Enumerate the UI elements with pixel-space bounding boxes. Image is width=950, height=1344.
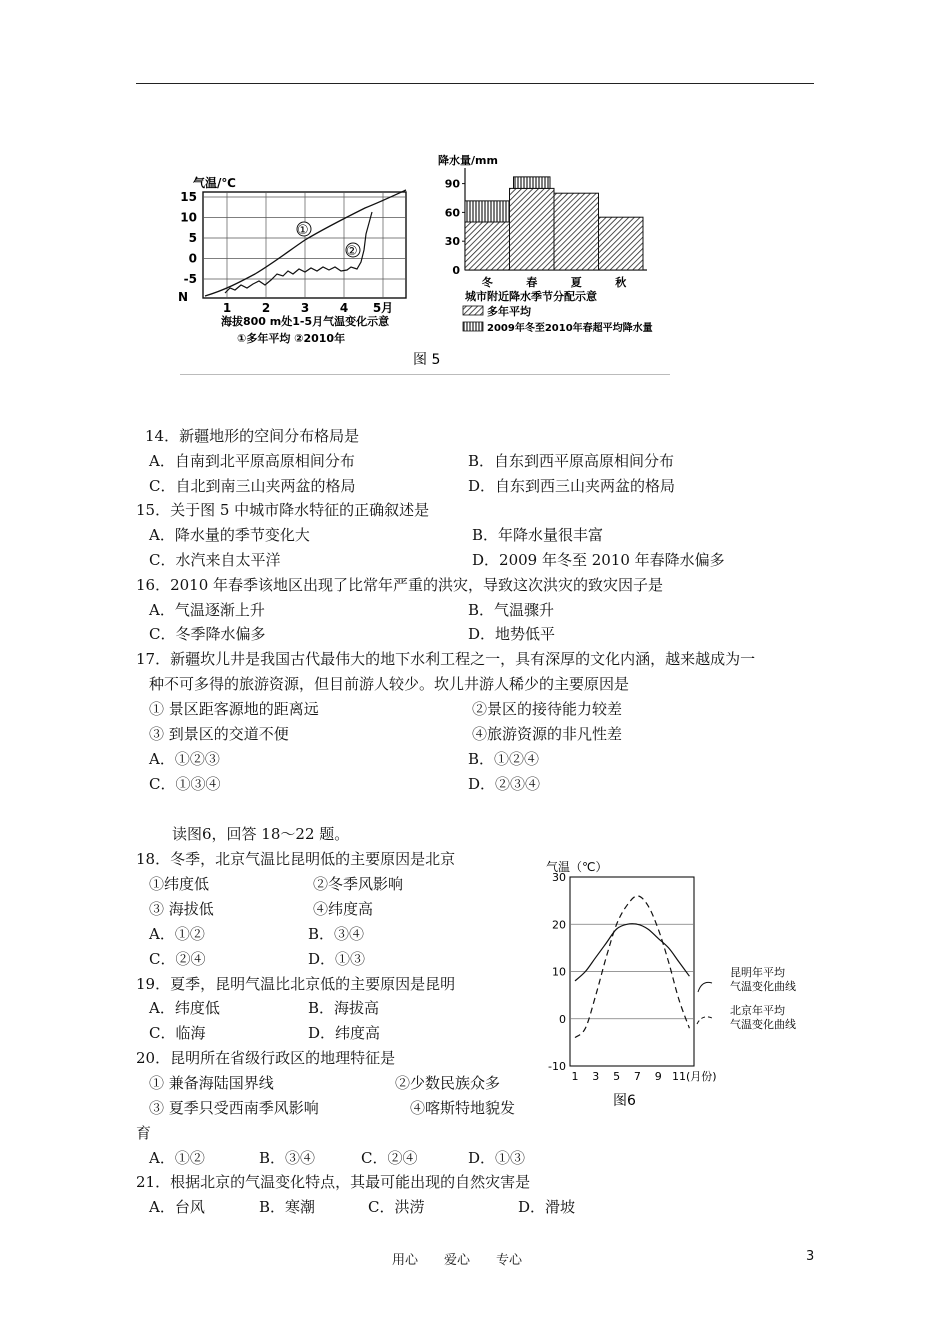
q20-stem: 20．昆明所在省级行政区的地理特征是	[136, 1049, 396, 1067]
q14-option-b: B．自东到西平原高原相间分布	[468, 452, 675, 470]
curve1-label: ①	[297, 223, 309, 238]
right-chart-title: 城市附近降水季节分配示意	[465, 290, 597, 303]
q14-stem: 14．新疆地形的空间分布格局是	[145, 427, 360, 445]
fig6-yticks	[548, 871, 566, 1073]
q18-option-c: C．②④	[149, 950, 206, 968]
right-ytick-label: 30	[444, 235, 460, 249]
q19-option-a: A．纬度低	[149, 999, 220, 1017]
left-yticks	[180, 190, 197, 286]
left-ytick-label: 15	[180, 190, 197, 204]
right-ytick-label: 0	[452, 264, 460, 277]
fig6-xtick-label: 5	[613, 1070, 621, 1083]
q15-option-b: B．年降水量很丰富	[472, 526, 604, 544]
left-xtick-label: 5月	[372, 301, 394, 315]
fig6-xtick-label: 9	[654, 1070, 662, 1083]
bar-avg-2	[554, 193, 599, 270]
figure-6	[540, 852, 840, 1114]
q20-item-4-cont: 育	[136, 1124, 152, 1142]
q17-option-a: A．①②③	[149, 750, 220, 768]
left-ytick-label: 10	[180, 210, 197, 225]
top-rule	[136, 83, 814, 84]
q17-stem-line2: 种不可多得的旅游资源，但目前游人较少。坎儿井游人稀少的主要原因是	[149, 675, 630, 693]
curve-multiyear-average	[205, 190, 406, 296]
bar-avg-0	[465, 222, 510, 270]
left-ytick-label: 0	[188, 251, 197, 266]
q18-option-a: A．①②	[149, 925, 205, 943]
right-ytick-label: 60	[444, 206, 460, 220]
q14-option-d: D．自东到西三山夹两盆的格局	[468, 477, 676, 495]
fig6-xtick-label: 3	[592, 1070, 600, 1083]
right-ytick-label: 90	[444, 177, 460, 191]
right-xtick-label: 夏	[570, 276, 582, 289]
q20-option-c: C．②④	[361, 1149, 418, 1167]
q17-item-4: ④旅游资源的非凡性差	[472, 725, 623, 743]
q14-option-c: C．自北到南三山夹两盆的格局	[149, 477, 356, 495]
q21-option-b: B．寒潮	[259, 1198, 316, 1216]
q18-item-3: ③ 海拔低	[149, 900, 214, 918]
q17-option-c: C．①③④	[149, 775, 221, 793]
beijing-curve	[575, 896, 689, 1038]
left-xtick-label: 3	[300, 301, 310, 315]
q18-item-1: ①纬度低	[149, 875, 210, 893]
fig5-caption: 图 5	[413, 352, 441, 368]
left-xticks	[223, 301, 393, 315]
q17-item-1: ① 景区距客源地的距离远	[149, 700, 319, 718]
fig6-ytick-label: 0	[559, 1012, 566, 1026]
legend-avg: 多年平均	[487, 305, 531, 318]
q21-option-a: A．台风	[149, 1198, 205, 1216]
q20-item-3: ③ 夏季只受西南季风影响	[149, 1099, 319, 1117]
q17-option-b: B．①②④	[468, 750, 540, 768]
q15-option-a: A．降水量的季节变化大	[149, 526, 310, 544]
left-ytick-label: -5	[183, 272, 197, 286]
q20-option-d: D．①③	[468, 1149, 526, 1167]
q18-item-4: ④纬度高	[313, 900, 374, 918]
q16-option-a: A．气温逐渐上升	[149, 601, 265, 619]
kunming-label-2: 气温变化曲线	[730, 980, 796, 993]
q16-option-c: C．冬季降水偏多	[149, 625, 266, 643]
fig6-instruction: 读图6，回答 18～22 题。	[172, 825, 350, 843]
page-number: 3	[806, 1249, 815, 1264]
left-ytick-label: 5	[188, 231, 197, 245]
left-xtick-label: 2	[261, 301, 271, 315]
fig6-xunit: (月份)	[686, 1070, 717, 1083]
q19-option-b: B．海拔高	[308, 999, 380, 1017]
temperature-chart	[178, 175, 406, 345]
right-xtick-label: 春	[526, 276, 538, 289]
legend-avg-swatch	[463, 306, 483, 315]
left-chart-frame	[203, 192, 406, 298]
q14-option-a: A．自南到北平原高原相间分布	[149, 452, 355, 470]
fig6-grid	[570, 924, 694, 1019]
q20-item-2: ②少数民族众多	[395, 1074, 501, 1092]
fig6-ytick-label: -10	[548, 1060, 566, 1073]
q19-option-c: C．临海	[149, 1024, 206, 1042]
q21-option-d: D．滑坡	[518, 1198, 576, 1216]
q21-option-c: C．洪涝	[368, 1198, 425, 1216]
q17-stem-line1: 17．新疆坎儿井是我国古代最伟大的地下水利工程之一，具有深厚的文化内涵，越来越成为一	[136, 650, 756, 668]
q21-stem: 21．根据北京的气温变化特点，其最可能出现的自然灾害是	[136, 1173, 531, 1191]
n-label: N	[178, 290, 189, 304]
q15-stem: 15．关于图 5 中城市降水特征的正确叙述是	[136, 501, 430, 519]
left-ylabel: 气温/℃	[193, 176, 236, 190]
bar-extra-0	[465, 201, 510, 222]
fig6-xtick-label: 1	[571, 1070, 579, 1083]
q16-option-d: D．地势低平	[468, 625, 556, 643]
footer-motto: 用心 爱心 专心	[392, 1253, 523, 1268]
q19-stem: 19．夏季，昆明气温比北京低的主要原因是昆明	[136, 975, 456, 993]
q20-item-4: ④喀斯特地貌发	[410, 1099, 516, 1117]
fig6-caption: 图6	[613, 1093, 636, 1109]
q17-option-d: D．②③④	[468, 775, 541, 793]
q15-option-c: C．水汽来自太平洋	[149, 551, 281, 569]
bar-extra-1	[514, 177, 551, 189]
bar-avg-3	[599, 217, 644, 270]
fig6-ytick-label: 20	[552, 918, 566, 932]
left-grid	[203, 192, 406, 298]
q16-option-b: B．气温骤升	[468, 601, 555, 619]
kunming-leader	[698, 982, 712, 992]
q20-option-b: B．③④	[259, 1149, 316, 1167]
left-chart-legend: ①多年平均 ②2010年	[237, 332, 346, 345]
right-bars	[465, 177, 643, 270]
curve2-label: ②	[346, 244, 358, 259]
q20-option-a: A．①②	[149, 1149, 205, 1167]
fig5-bottom-rule	[180, 374, 670, 375]
right-xtick-label: 冬	[481, 276, 493, 289]
beijing-label-1: 北京年平均	[730, 1004, 785, 1017]
fig6-ylabel: 气温（℃）	[546, 860, 608, 874]
fig6-xtick-label: 11	[672, 1070, 686, 1083]
fig6-ytick-label: 10	[552, 965, 566, 979]
kunming-curve	[575, 924, 689, 981]
q20-item-1: ① 兼备海陆国界线	[149, 1074, 274, 1092]
q16-stem: 16．2010 年春季该地区出现了比常年严重的洪灾，导致这次洪灾的致灾因子是	[136, 576, 664, 594]
left-xtick-label: 1	[222, 301, 232, 315]
q19-option-d: D．纬度高	[308, 1024, 381, 1042]
q18-item-2: ②冬季风影响	[313, 875, 404, 893]
beijing-leader	[697, 1017, 712, 1024]
figure-5	[175, 150, 670, 376]
q17-item-2: ②景区的接待能力较差	[472, 700, 623, 718]
right-xticks	[482, 275, 627, 289]
legend-extra: 2009年冬至2010年春超平均降水量	[487, 323, 653, 334]
q17-item-3: ③ 到景区的交道不便	[149, 725, 289, 743]
bar-avg-1	[510, 188, 555, 270]
right-ylabel: 降水量/mm	[438, 154, 498, 167]
precipitation-chart	[438, 153, 653, 334]
q18-option-d: D．①③	[308, 950, 366, 968]
kunming-label-1: 昆明年平均	[730, 966, 785, 979]
q15-option-d: D．2009 年冬至 2010 年春降水偏多	[472, 551, 725, 569]
legend-extra-swatch	[463, 322, 483, 331]
q18-option-b: B．③④	[308, 925, 365, 943]
right-xtick-label: 秋	[615, 276, 627, 289]
q18-stem: 18．冬季，北京气温比昆明低的主要原因是北京	[136, 850, 456, 868]
fig6-xtick-label: 7	[633, 1070, 641, 1083]
fig6-xticks	[572, 1070, 687, 1083]
left-xtick-label: 4	[339, 301, 349, 315]
left-chart-title: 海拔800 m处1-5月气温变化示意	[221, 315, 390, 328]
beijing-label-2: 气温变化曲线	[730, 1018, 796, 1031]
fig6-ytick-label: 30	[552, 871, 566, 884]
